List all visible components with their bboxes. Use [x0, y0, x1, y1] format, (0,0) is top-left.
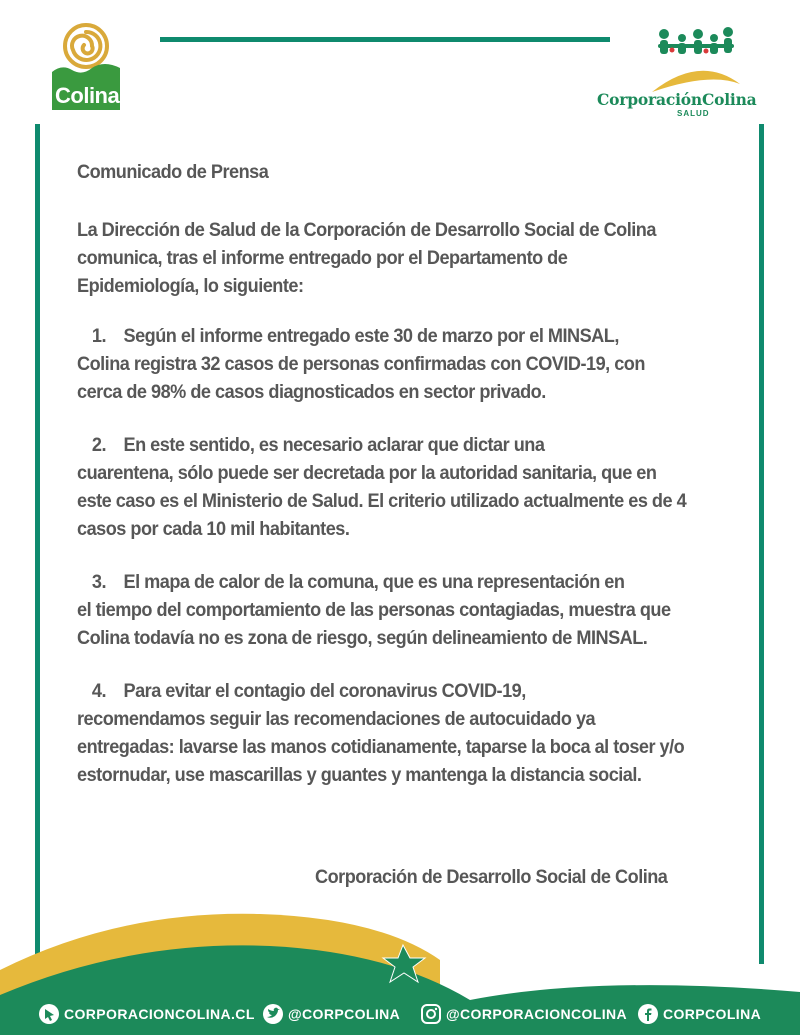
- list-item: [77, 568, 691, 652]
- press-release-intro: La Dirección de Salud de la Corporación de Desarrollo Social de Colina comunica, tras el informe entregado por el Departamento de Epidemiología, lo siguiente:: [77, 219, 656, 297]
- list-item-text: Colina registra 32 casos de personas confirmadas con COVID-19, con cerca de 98% de casos diagnosticados en sector privado.: [77, 353, 645, 403]
- list-item-number: 2.: [91, 434, 106, 456]
- instagram-handle: @CORPORACIONCOLINA: [446, 1006, 628, 1022]
- facebook-handle: CORPCOLINA: [663, 1006, 762, 1022]
- list-item-number: 3.: [91, 571, 106, 593]
- facebook-link[interactable]: [637, 1003, 761, 1025]
- list-item: [77, 431, 691, 543]
- instagram-link[interactable]: [420, 1003, 627, 1025]
- website-text: CORPORACIONCOLINA.CL: [64, 1006, 255, 1022]
- right-border: [759, 124, 764, 964]
- top-divider: [160, 37, 610, 42]
- cursor-icon: [38, 1003, 60, 1025]
- list-item-number: 4.: [91, 680, 106, 702]
- press-release-heading: Comunicado de Prensa: [77, 161, 269, 183]
- list-item-first-line: El mapa de calor de la comuna, que es una representación en: [123, 571, 625, 593]
- instagram-icon: [420, 1003, 442, 1025]
- press-release-body: [77, 158, 691, 789]
- twitter-handle: @CORPCOLINA: [288, 1006, 401, 1022]
- list-item: [77, 322, 691, 406]
- twitter-icon: [262, 1003, 284, 1025]
- list-item: [77, 677, 691, 789]
- twitter-link[interactable]: [262, 1003, 400, 1025]
- corporacion-colina-name: CorporaciónColina: [597, 90, 757, 109]
- colina-logo-text: Colina: [55, 83, 120, 108]
- website-link[interactable]: [38, 1003, 255, 1025]
- list-item-first-line: En este sentido, es necesario aclarar que dictar una: [123, 434, 545, 456]
- corporacion-colina-subtitle: SALUD: [677, 109, 710, 118]
- facebook-icon: [637, 1003, 659, 1025]
- list-item-text: recomendamos seguir las recomendaciones de autocuidado ya entregadas: lavarse las manos cotidianamente, taparse la boca al toser y/o estornudar, use mascarillas y guantes y mantenga la distancia social.: [77, 708, 685, 786]
- list-item-text: cuarentena, sólo puede ser decretada por la autoridad sanitaria, que en este caso es el Ministerio de Salud. El criterio utilizado actualmente es de 4 casos por cada 10 mil habitantes.: [77, 462, 687, 540]
- list-item-text: el tiempo del comportamiento de las personas contagiadas, muestra que Colina todavía no es zona de riesgo, según delineamiento de MINSAL.: [77, 599, 671, 649]
- list-item-first-line: Según el informe entregado este 30 de marzo por el MINSAL,: [123, 325, 619, 347]
- signature: Corporación de Desarrollo Social de Colina: [315, 866, 668, 888]
- left-border: [35, 124, 40, 964]
- list-item-number: 1.: [91, 325, 106, 347]
- list-item-first-line: Para evitar el contagio del coronavirus COVID-19,: [123, 680, 526, 702]
